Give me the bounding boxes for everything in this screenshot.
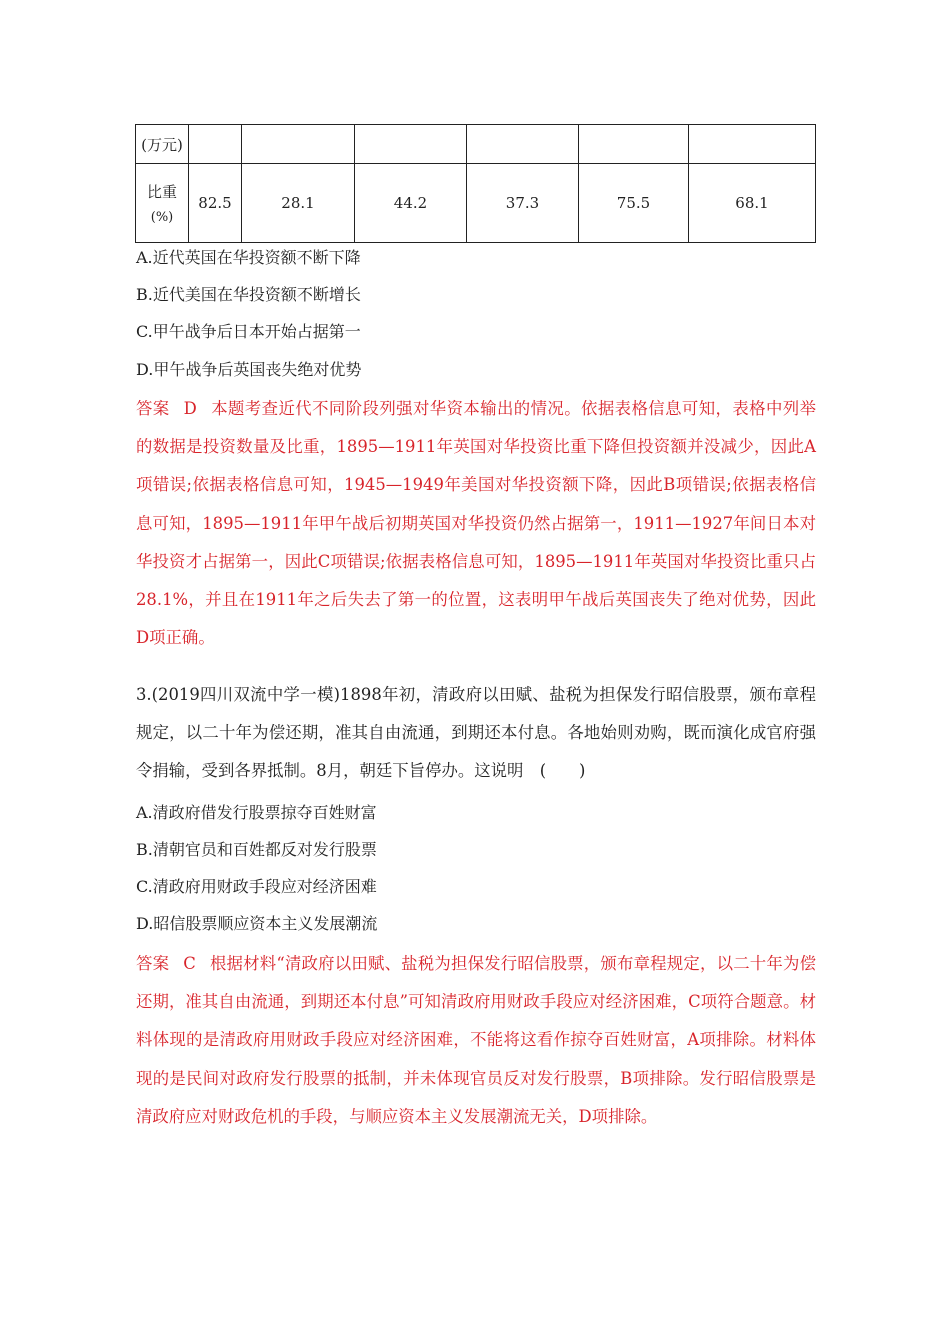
investment-table [135,124,816,243]
table-row-share [136,164,816,243]
q2-answer-label: 答案 [136,399,170,418]
table-cell: 82.5 [189,164,242,243]
table-cell [579,125,689,164]
row-label-unit: (万元) [136,125,189,164]
table-cell: 37.3 [467,164,579,243]
q3-option-b: B.清朝官员和百姓都反对发行股票 [136,840,377,859]
row-label-share [136,164,189,243]
table-cell [467,125,579,164]
q2-option-d: D.甲午战争后英国丧失绝对优势 [136,360,362,379]
table-cell [242,125,355,164]
q3-answer-label: 答案 [136,954,170,973]
table-row-amount [136,125,816,164]
q2-option-c: C.甲午战争后日本开始占据第一 [136,322,361,341]
table-cell: 44.2 [355,164,467,243]
q2-answer-key: D [183,399,197,418]
q3-answer [136,945,816,1136]
table-cell [689,125,816,164]
table-cell: 28.1 [242,164,355,243]
share-unit: (%) [150,210,174,225]
table-cell [355,125,467,164]
q3-option-d: D.昭信股票顺应资本主义发展潮流 [136,914,378,933]
table-cell: 75.5 [579,164,689,243]
share-label: 比重 [146,183,177,201]
q2-option-a: A.近代英国在华投资额不断下降 [136,248,361,267]
q3-answer-key: C [183,954,196,973]
table-cell [189,125,242,164]
table-cell: 68.1 [689,164,816,243]
q2-answer [136,390,816,657]
q2-explanation: 本题考查近代不同阶段列强对华资本输出的情况。依据表格信息可知，表格中列举的数据是投资数量及比重，1895—1911年英国对华投资比重下降但投资额并没减少，因此A项错误;依据表格信息可知，1945—1949年美国对华投资额下降，因此B项错误;依据表格信息可知，1895—1911年甲午战后初期英国对华投资仍然占据第一，1911—1927年间日本对华投资才占据第一，因此C项错误;依据表格信息可知，1895—1911年英国对华投资比重只占28.1%，并且在1911年之后失去了第一的位置，这表明甲午战后英国丧失了绝对优势，因此D项正确。 [136,399,816,648]
q3-explanation: 根据材料“清政府以田赋、盐税为担保发行昭信股票，颁布章程规定，以二十年为偿还期，准其自由流通，到期还本付息”可知清政府用财政手段应对经济困难，C项符合题意。材料体现的是清政府用财政手段应对经济困难，不能将这看作掠夺百姓财富，A项排除。材料体现的是民间对政府发行股票的抵制，并未体现官员反对发行股票，B项排除。发行昭信股票是清政府应对财政危机的手段，与顺应资本主义发展潮流无关，D项排除。 [136,954,816,1126]
q3-option-a: A.清政府借发行股票掠夺百姓财富 [136,803,377,822]
q3-stem: 3.(2019四川双流中学一模)1898年初，清政府以田赋、盐税为担保发行昭信股票，颁布章程规定，以二十年为偿还期，准其自由流通，到期还本付息。各地始则劝购，既而演化成官府强令捐输，受到各界抵制。8月，朝廷下旨停办。这说明 ( ) [136,685,816,781]
q2-option-b: B.近代美国在华投资额不断增长 [136,285,361,304]
q3-option-c: C.清政府用财政手段应对经济困难 [136,877,377,896]
